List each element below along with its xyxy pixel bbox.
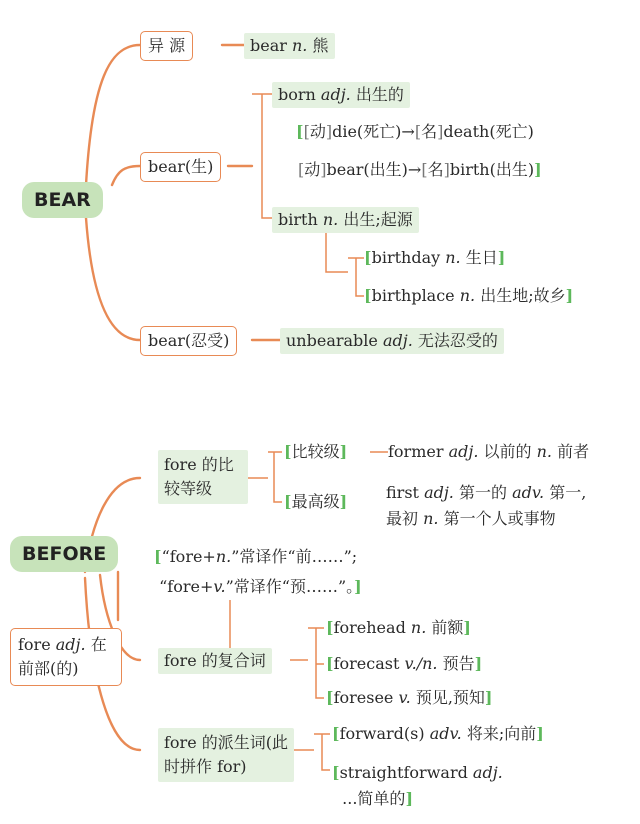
word: death(死亡) <box>443 122 534 141</box>
meaning: 前额 <box>431 618 464 637</box>
line-die-death: [[动]die(死亡)→[名]death(死亡) <box>296 122 534 141</box>
pos: n. <box>459 286 476 305</box>
node-unbearable <box>280 328 504 354</box>
text: ”常译作“预……”。 <box>225 577 355 596</box>
node-birthplace: [birthplace n. 出生地;故乡] <box>364 286 574 305</box>
word: foresee <box>333 688 394 707</box>
meaning: 最初 <box>386 509 419 528</box>
meaning: 在前部(的) <box>18 635 107 678</box>
word: forehead <box>333 618 406 637</box>
node-bear-endure: bear(忍受) <box>140 326 237 356</box>
node-fore-adj <box>10 628 122 686</box>
pos: adj. <box>382 331 413 350</box>
meaning: 将来;向前 <box>466 724 537 743</box>
word: birthday <box>371 248 441 267</box>
word: unbearable <box>286 331 378 350</box>
meaning: 无法忍受的 <box>417 331 498 350</box>
note-fore-rules: [“fore+n.”常译作“前……”; “fore+v.”常译作“预……”。] <box>154 547 362 596</box>
word: birth(出生) <box>449 160 535 179</box>
word: fore <box>18 635 51 654</box>
node-comparative: [比较级] <box>284 442 348 461</box>
pos: adv. <box>512 483 545 502</box>
meaning: 预告 <box>442 654 475 673</box>
word: forecast <box>333 654 400 673</box>
word: born <box>278 85 316 104</box>
pos: n. <box>215 547 232 566</box>
node-forecast: [forecast v./n. 预告] <box>326 654 483 673</box>
tag: 动 <box>304 160 321 179</box>
word: die(死亡) <box>332 122 402 141</box>
node-fore-compare: fore 的比较等级 <box>158 450 248 504</box>
text: “fore+ <box>159 577 214 596</box>
pos: adv. <box>429 724 462 743</box>
pos: adj. <box>472 763 503 782</box>
pos: v. <box>213 577 226 596</box>
pos: n. <box>445 248 461 267</box>
word: former <box>388 442 444 461</box>
node-etymology: 异 源 <box>140 31 193 61</box>
node-fore-derived: fore 的派生词(此时拼作 for) <box>158 728 294 782</box>
node-fore-compound: fore 的复合词 <box>158 648 272 674</box>
node-straightforward: [straightforward adj. ...简单的] <box>332 763 503 808</box>
node-birthday: [birthday n. 生日] <box>364 248 506 267</box>
word: birthplace <box>371 286 455 305</box>
node-superlative: [最高级] <box>284 492 348 511</box>
node-birth <box>272 207 419 233</box>
node-first <box>386 480 586 532</box>
pos: n. <box>292 36 308 55</box>
meaning: 出生地;故乡 <box>480 286 566 305</box>
pos: adj. <box>448 442 479 461</box>
word: bear <box>250 36 287 55</box>
pos: adj. <box>55 635 86 654</box>
meaning: 第一, <box>549 483 587 502</box>
word: forward(s) <box>339 724 425 743</box>
pos: n. <box>322 210 339 229</box>
meaning: 出生的 <box>355 85 404 104</box>
node-bear-noun <box>244 33 335 59</box>
meaning: 第一的 <box>458 483 507 502</box>
meaning: ...简单的 <box>342 789 406 808</box>
pos: v. <box>398 688 411 707</box>
line-bear-birth: [动]bear(出生)→[名]birth(出生)] <box>298 160 542 179</box>
pos: v./n. <box>404 654 438 673</box>
root-node-bear: BEAR <box>22 182 103 218</box>
meaning: 第一个人或事物 <box>443 509 556 528</box>
meaning: 生日 <box>465 248 498 267</box>
word: bear(出生) <box>326 160 408 179</box>
tag: 名 <box>421 122 438 141</box>
label: 比较级 <box>291 442 340 461</box>
word: straightforward <box>339 763 468 782</box>
tag: 名 <box>427 160 444 179</box>
pos: n. <box>410 618 427 637</box>
pos: adj. <box>424 483 454 502</box>
text: ”常译作“前……”; <box>231 547 358 566</box>
word: birth <box>278 210 318 229</box>
meaning: 熊 <box>312 36 329 55</box>
node-forehead: [forehead n. 前额] <box>326 618 471 637</box>
meaning: 预见,预知 <box>415 688 485 707</box>
word: first <box>386 483 419 502</box>
pos: n. <box>423 509 439 528</box>
root-node-before: BEFORE <box>10 536 118 572</box>
node-former <box>388 442 589 462</box>
node-bear-born: bear(生) <box>140 152 221 182</box>
node-born <box>272 82 410 108</box>
node-forward: [forward(s) adv. 将来;向前] <box>332 724 544 743</box>
label: 最高级 <box>291 492 340 511</box>
meaning: 前者 <box>557 442 590 461</box>
pos: n. <box>536 442 553 461</box>
pos: adj. <box>320 85 351 104</box>
text: “fore+ <box>161 547 216 566</box>
tag: 动 <box>309 122 326 141</box>
meaning: 以前的 <box>483 442 532 461</box>
node-foresee: [foresee v. 预见,预知] <box>326 688 493 707</box>
meaning: 出生;起源 <box>343 210 413 229</box>
